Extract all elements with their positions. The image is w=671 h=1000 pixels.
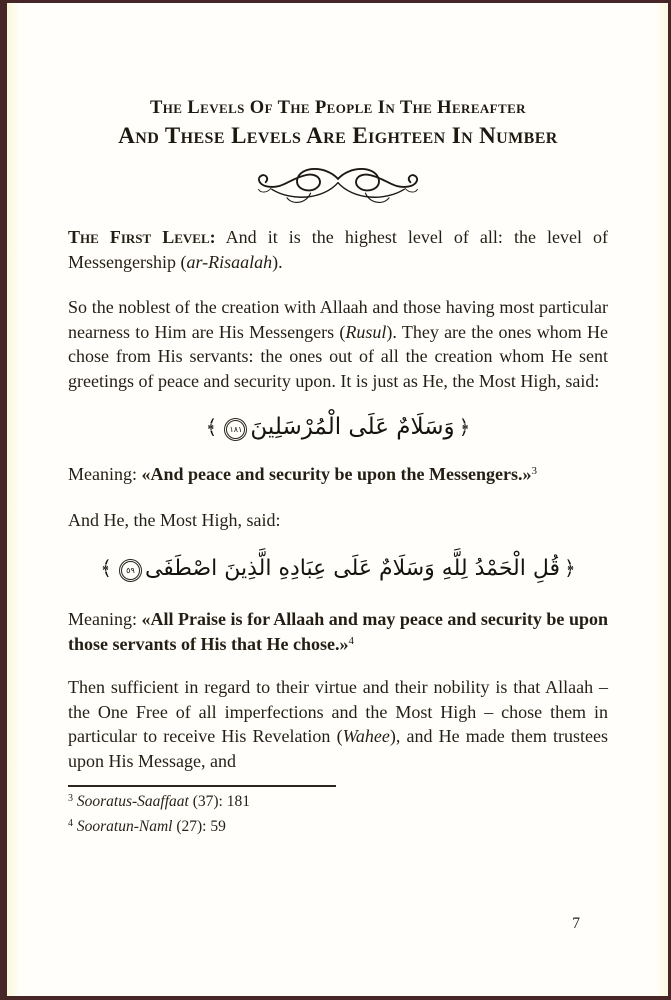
term-ar-risaalah: ar-Risaalah	[186, 251, 273, 272]
meaning-label: Meaning:	[68, 609, 142, 629]
footnote-3	[68, 791, 608, 812]
meaning-label: Meaning:	[68, 464, 142, 484]
paragraph-then-sufficient: Then sufficient in regard to their virtue and their nobility is that Allaah – the One Free of all imperfections and the Most High – chose them in particular to receive His Revelation (Wahee), and He made them trustees upon His Message, and	[68, 677, 608, 771]
quran-verse-arabic-1	[68, 405, 608, 449]
surah-name: Sooratus-Saaffaat	[76, 793, 189, 810]
footnote-4	[68, 816, 608, 837]
ornate-open-bracket: ﴿	[458, 415, 471, 439]
verse-number-marker: ١٨١	[226, 420, 245, 439]
ornate-close-bracket: ﴾	[205, 415, 218, 439]
chapter-title-line2: And These Levels Are Eighteen In Number	[118, 123, 558, 148]
verse-number-marker: ٥٩	[121, 561, 140, 580]
surah-citation: (27): 59	[172, 818, 226, 835]
term-wahee: Wahee	[342, 726, 390, 746]
surah-name: Sooratun-Naml	[76, 818, 173, 835]
term-rusul: Rusul	[345, 321, 387, 342]
paragraph-said-again: And He, the Most High, said:	[68, 509, 281, 530]
page-content	[68, 3, 608, 837]
chapter-title-line1: The Levels Of The People In The Hereafter	[150, 98, 526, 118]
footnote-number: 3	[68, 793, 73, 804]
ornate-close-bracket: ﴾	[100, 556, 112, 580]
arabic-verse-text: وَسَلَامٌ عَلَى الْمُرْسَلِينَ	[250, 414, 455, 440]
footnote-ref-3: 3	[531, 465, 537, 477]
footnote-ref-4: 4	[348, 634, 354, 647]
page-number: 7	[572, 915, 580, 932]
footnotes-section	[68, 785, 608, 837]
first-level-text: And it is the highest level of all: the level of Messengership (	[68, 227, 608, 272]
quran-verse-arabic-2	[68, 546, 608, 591]
scan-edge-tint-right	[655, 3, 668, 996]
paragraph-meaning-2	[68, 607, 608, 656]
surah-citation: (37): 181	[188, 793, 250, 810]
footnote-number: 4	[68, 818, 73, 829]
ornamental-flourish-icon	[250, 160, 426, 212]
paragraph-meaning-1	[68, 462, 608, 487]
translation-quote: «And peace and security be upon the Messengers.»	[141, 464, 532, 484]
footnote-divider	[68, 785, 336, 787]
first-level-label: The First Level:	[68, 227, 216, 247]
ornate-open-bracket: ﴿	[564, 556, 576, 580]
scan-edge-tint-left	[7, 3, 20, 996]
arabic-verse-text: قُلِ الْحَمْدُ لِلَّهِ وَسَلَامٌ عَلَى عِبَادِهِ الَّذِينَ اصْطَفَى	[144, 556, 561, 581]
translation-quote: «All Praise is for Allaah and may peace and security be upon those servants of His that He chose.»	[68, 609, 608, 654]
paragraph-noblest: So the noblest of the creation with Allaah and those having most particular nearness to Him are His Messengers (Rusul). They are the ones whom He chose from His servants: the ones out of all the creation whom He sent greetings of peace and security upon. It is just as He, the Most High, said:	[68, 297, 608, 391]
paragraph-first-level: The First Level: And it is the highest level of all: the level of Messengership (ar-Risaalah).	[68, 227, 608, 272]
